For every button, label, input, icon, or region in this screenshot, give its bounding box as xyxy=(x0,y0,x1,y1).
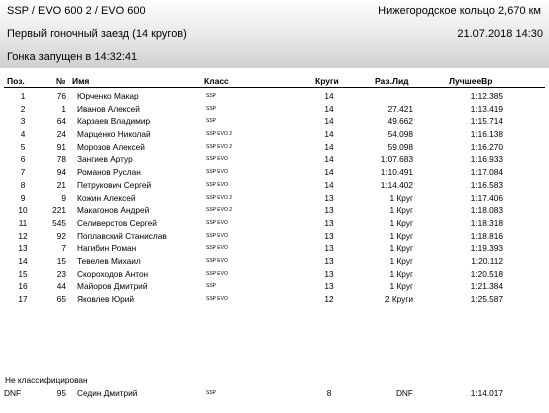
col-best-header: ЛучшееВр xyxy=(449,76,493,86)
cell-pos: 11 xyxy=(18,217,28,228)
table-row xyxy=(0,268,549,281)
cell-name: Тевелев Михаил xyxy=(77,255,141,266)
cell-laps: 12 xyxy=(324,294,334,304)
cell-gap: 1:14.402 xyxy=(380,179,413,190)
race-date: 21.07.2018 14:30 xyxy=(457,28,543,40)
cell-best: 1:18.816 xyxy=(470,230,503,241)
cell-num: 76 xyxy=(56,91,66,101)
cell-class: SSP xyxy=(206,93,217,99)
cell-name: Романов Руслан xyxy=(77,167,141,178)
cell-gap: 1 Круг xyxy=(389,243,413,254)
cell-name: Кожин Алексей xyxy=(77,192,136,203)
table-row xyxy=(0,387,549,400)
results-header xyxy=(0,0,549,68)
cell-num: 23 xyxy=(56,268,66,279)
cell-name: Юрченко Макар xyxy=(77,91,139,101)
cell-gap: 1 Круг xyxy=(389,281,413,292)
col-class-header: Класс xyxy=(204,76,229,86)
col-pos-header: Поз. xyxy=(7,76,25,86)
cell-name: Селиверстов Сергей xyxy=(77,217,157,228)
cell-num: 221 xyxy=(52,205,66,216)
cell-num: 9 xyxy=(61,192,66,203)
cell-pos: 12 xyxy=(18,230,28,241)
cell-laps: 14 xyxy=(324,179,334,190)
cell-laps: 14 xyxy=(324,129,334,140)
cell-name: Майоров Дмитрий xyxy=(77,281,148,292)
table-row xyxy=(0,166,549,179)
cell-pos: 10 xyxy=(18,205,28,216)
cell-best: 1:16.933 xyxy=(470,154,503,165)
cell-name: Макагонов Андрей xyxy=(77,205,150,216)
cell-pos: 17 xyxy=(18,294,28,304)
cell-gap: 1:07.683 xyxy=(380,154,413,165)
cell-class: SSP EVO xyxy=(206,270,228,277)
cell-pos: 3 xyxy=(20,116,26,127)
table-row xyxy=(0,280,549,293)
cell-num: 1 xyxy=(61,103,66,114)
cell-gap: 2 Круги xyxy=(384,294,413,304)
table-row xyxy=(0,204,549,217)
cell-name: Нагибин Роман xyxy=(77,243,137,254)
cell-gap: 54.098 xyxy=(387,129,413,140)
cell-pos: 6 xyxy=(20,154,26,165)
table-row xyxy=(0,128,549,141)
cell-num: 92 xyxy=(56,230,66,241)
cell-best: 1:16.270 xyxy=(470,141,503,152)
cell-num: 64 xyxy=(56,116,66,127)
cell-class: SSP EVO xyxy=(206,181,228,188)
cell-best: 1:18.318 xyxy=(470,217,503,228)
cell-num: 94 xyxy=(56,167,66,178)
cell-name: Иванов Алексей xyxy=(77,103,140,114)
cell-name: Скороходов Антон xyxy=(77,268,149,279)
table-row xyxy=(0,179,549,192)
cell-class: SSP xyxy=(206,105,217,112)
cell-gap: DNF xyxy=(395,388,413,398)
cell-class: SSP EVO xyxy=(206,257,228,264)
cell-best: 1:16.138 xyxy=(470,129,503,140)
cell-class: SSP EVO xyxy=(206,169,228,176)
cell-gap: 1 Круг xyxy=(389,217,413,228)
table-row xyxy=(0,293,549,306)
cell-num: 78 xyxy=(56,154,66,165)
cell-num: 15 xyxy=(56,255,66,266)
cell-best: 1:17.084 xyxy=(470,167,503,178)
cell-name: Яковлев Юрий xyxy=(77,294,134,304)
cell-gap: 1 Круг xyxy=(389,192,413,203)
cell-class: SSP EVO 2 xyxy=(206,194,233,201)
cell-best: 1:16.583 xyxy=(470,179,503,190)
header-divider xyxy=(4,87,545,88)
cell-laps: 13 xyxy=(324,281,334,292)
cell-num: 545 xyxy=(52,217,66,228)
cell-best: 1:13.419 xyxy=(470,103,503,114)
cell-num: 95 xyxy=(56,388,66,398)
cell-class: SSP EVO xyxy=(206,232,228,239)
cell-class: SSP EVO xyxy=(206,296,228,302)
cell-best: 1:19.393 xyxy=(470,243,503,254)
cell-laps: 13 xyxy=(324,243,334,254)
cell-name: Петрукович Сергей xyxy=(77,179,152,190)
race-start-time: Гонка запущен в 14:32:41 xyxy=(7,51,138,63)
cell-best: 1:17.406 xyxy=(470,192,503,203)
cell-name: Седин Дмитрий xyxy=(77,388,138,398)
cell-pos: 13 xyxy=(18,243,28,254)
cell-num: 91 xyxy=(56,141,66,152)
cell-laps: 13 xyxy=(324,268,334,279)
cell-class: SSP EVO xyxy=(206,245,228,252)
cell-class: SSP xyxy=(206,390,217,396)
cell-laps: 13 xyxy=(324,205,334,216)
cell-laps: 14 xyxy=(324,116,334,127)
cell-best: 1:25.587 xyxy=(470,294,503,304)
cell-pos: 8 xyxy=(20,179,26,190)
cell-name: Карзаев Владимир xyxy=(77,116,151,127)
race-title: Первый гоночный заезд (14 кругов) xyxy=(7,28,187,40)
cell-num: 65 xyxy=(56,294,66,304)
cell-gap: 1:10.491 xyxy=(380,167,413,178)
col-name-header: Имя xyxy=(72,76,90,86)
cell-gap: 1 Круг xyxy=(389,268,413,279)
table-row xyxy=(0,217,549,230)
cell-pos: 4 xyxy=(20,129,26,140)
cell-pos: 2 xyxy=(20,103,26,114)
cell-name: Марценко Николай xyxy=(77,129,151,140)
col-gap-header: Раз.Лид xyxy=(375,76,409,86)
cell-best: 1:14.017 xyxy=(470,388,503,398)
cell-laps: 13 xyxy=(324,255,334,266)
table-row xyxy=(0,90,549,103)
table-row xyxy=(0,103,549,116)
cell-class: SSP EVO 2 xyxy=(206,207,233,214)
not-classified-label: Не классифицирован xyxy=(5,375,88,385)
series-title: SSP / EVO 600 2 / EVO 600 xyxy=(7,5,146,17)
cell-laps: 14 xyxy=(324,154,334,165)
cell-pos: DNF xyxy=(4,388,22,398)
cell-laps: 13 xyxy=(324,230,334,241)
cell-class: SSP EVO 2 xyxy=(206,131,233,138)
cell-pos: 7 xyxy=(20,167,26,178)
cell-best: 1:20.112 xyxy=(471,255,503,266)
cell-gap: 1 Круг xyxy=(389,230,413,241)
cell-best: 1:18.083 xyxy=(470,205,503,216)
cell-gap: 1 Круг xyxy=(389,205,413,216)
table-row xyxy=(0,230,549,243)
cell-name: Поплавский Станислав xyxy=(77,230,167,241)
cell-class: SSP EVO xyxy=(206,156,228,163)
cell-pos: 5 xyxy=(20,141,26,152)
cell-pos: 1 xyxy=(20,91,26,101)
cell-laps: 14 xyxy=(324,91,334,101)
cell-num: 24 xyxy=(56,129,66,140)
track-info: Нижегородское кольцо 2,670 км xyxy=(378,5,541,17)
cell-best: 1:15.714 xyxy=(470,116,503,127)
cell-gap: 1 Круг xyxy=(389,255,413,266)
cell-name: Морозов Алексей xyxy=(77,141,145,152)
table-row xyxy=(0,115,549,128)
cell-laps: 14 xyxy=(324,167,334,178)
cell-best: 1:12.385 xyxy=(470,91,503,101)
cell-best: 1:21.384 xyxy=(470,281,503,292)
not-classified-table xyxy=(0,387,549,400)
cell-laps: 8 xyxy=(326,388,332,398)
cell-best: 1:20.518 xyxy=(470,268,503,279)
results-table xyxy=(0,90,549,306)
cell-num: 21 xyxy=(56,179,66,190)
cell-laps: 14 xyxy=(324,103,334,114)
cell-pos: 16 xyxy=(18,281,28,292)
cell-pos: 15 xyxy=(18,268,28,279)
cell-laps: 13 xyxy=(324,217,334,228)
cell-class: SSP xyxy=(206,118,217,125)
table-row xyxy=(0,153,549,166)
cell-gap: 49.662 xyxy=(387,116,413,127)
cell-num: 7 xyxy=(61,243,66,254)
cell-laps: 13 xyxy=(324,192,334,203)
cell-class: SSP EVO 2 xyxy=(206,143,233,150)
cell-gap: 59.098 xyxy=(387,141,413,152)
cell-laps: 14 xyxy=(324,141,334,152)
cell-gap: 27.421 xyxy=(387,103,413,114)
cell-pos: 9 xyxy=(20,192,26,203)
col-laps-header: Круги xyxy=(315,76,339,86)
table-row xyxy=(0,242,549,255)
table-row xyxy=(0,255,549,268)
cell-class: SSP xyxy=(206,283,217,290)
cell-class: SSP EVO xyxy=(206,219,228,226)
cell-pos: 14 xyxy=(18,255,28,266)
table-row xyxy=(0,141,549,154)
cell-num: 44 xyxy=(56,281,66,292)
cell-name: Зангиев Артур xyxy=(77,154,133,165)
table-row xyxy=(0,192,549,205)
col-num-header: № xyxy=(56,76,66,86)
